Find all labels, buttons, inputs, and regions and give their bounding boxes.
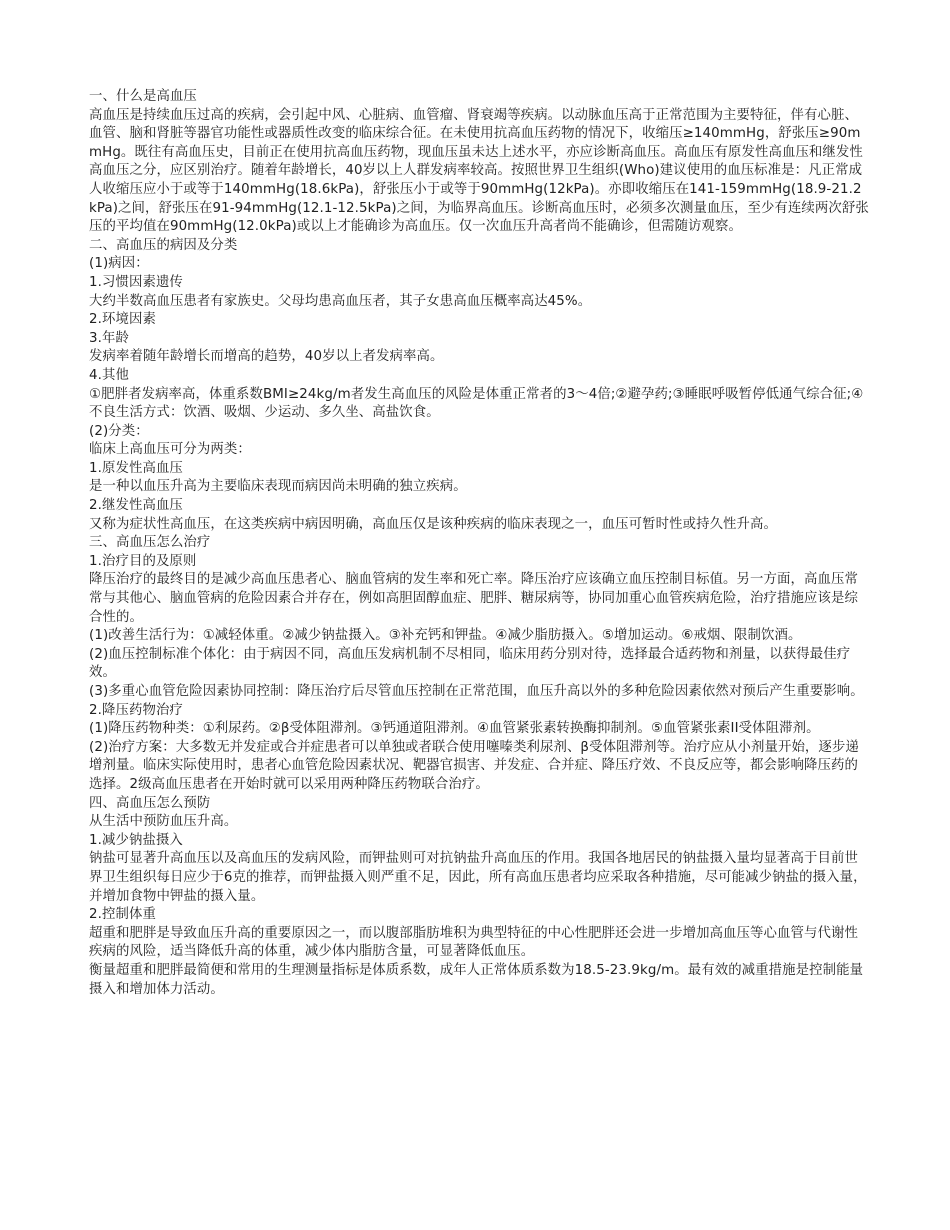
subheading-causes: (1)病因： bbox=[89, 256, 149, 272]
paragraph-age: 发病率着随年龄增长而增高的趋势，40岁以上者发病率高。 bbox=[89, 349, 444, 365]
paragraph-drug-types: (1)降压药物种类：①利尿药。②β受体阻滞剂。③钙通道阻滞剂。④血管紧张素转换酶抑制剂。⑤血管紧张素II受体阻滞剂。 bbox=[89, 721, 820, 737]
paragraph-treatment-plan: (2)治疗方案：大多数无并发症或合并症患者可以单独或者联合使用噻嗪类利尿剂、β受体阻滞剂等。治疗应从小剂量开始，逐步递增剂量。临床实际使用时，患者心血管危险因素状况、靶器官损害、并发症、合并症、降压疗效、不良反应等，都会影响降压药的选择。2级高血压患者在开始时就可以采用两种降压药物联合治疗。 bbox=[89, 739, 859, 792]
heading-causes-and-classification: 二、高血压的病因及分类 bbox=[89, 237, 238, 253]
document-body bbox=[89, 88, 869, 999]
item-treatment-goals: 1.治疗目的及原则 bbox=[89, 553, 197, 569]
item-reduce-sodium: 1.减少钠盐摄入 bbox=[89, 832, 183, 848]
paragraph-multiple-risk-control: (3)多重心血管危险因素协同控制：降压治疗后尽管血压控制在正常范围，血压升高以外的多种危险因素依然对预后产生重要影响。 bbox=[89, 684, 864, 699]
paragraph-other: ①肥胖者发病率高，体重系数BMI≥24kg/m者发生高血压的风险是体重正常者的3～4倍;②避孕药;③睡眠呼吸暂停低通气综合征;④不良生活方式：饮酒、吸烟、少运动、多久坐、高盐饮食。 bbox=[89, 386, 864, 421]
item-drug-treatment: 2.降压药物治疗 bbox=[89, 702, 183, 718]
item-secondary-hypertension: 2.继发性高血压 bbox=[89, 498, 183, 514]
paragraph-secondary-hypertension: 又称为症状性高血压，在这类疾病中病因明确，高血压仅是该种疾病的临床表现之一，血压可暂时性或持久性升高。 bbox=[89, 516, 778, 532]
paragraph-reduce-sodium: 钠盐可显著升高血压以及高血压的发病风险，而钾盐则可对抗钠盐升高血压的作用。我国各地居民的钠盐摄入量均显著高于目前世界卫生组织每日应少于6克的推荐，而钾盐摄入则严重不足，因此，所有高血压患者均应采取各种措施，尽可能减少钠盐的摄入量，并增加食物中钾盐的摄入量。 bbox=[89, 851, 867, 904]
subheading-classification: (2)分类： bbox=[89, 423, 149, 439]
item-weight-control: 2.控制体重 bbox=[89, 907, 156, 923]
item-other: 4.其他 bbox=[89, 367, 129, 383]
paragraph-classification-intro: 临床上高血压可分为两类： bbox=[89, 442, 251, 458]
paragraph-treatment-goals: 降压治疗的最终目的是减少高血压患者心、脑血管病的发生率和死亡率。降压治疗应该确立血压控制目标值。另一方面，高血压常常与其他心、脑血管病的危险因素合并存在，例如高胆固醇血症、肥胖、糖尿病等，协同加重心血管疾病危险，治疗措施应该是综合性的。 bbox=[89, 572, 858, 625]
heading-prevention: 四、高血压怎么预防 bbox=[89, 795, 211, 811]
paragraph-prevention-intro: 从生活中预防血压升高。 bbox=[89, 814, 238, 830]
paragraph-heredity: 大约半数高血压患者有家族史。父母均患高血压者，其子女患高血压概率高达45%。 bbox=[89, 293, 592, 309]
item-environment: 2.环境因素 bbox=[89, 312, 156, 328]
paragraph-bmi: 衡量超重和肥胖最简便和常用的生理测量指标是体质系数，成年人正常体质系数为18.5-23.9kg/m。最有效的减重措施是控制能量摄入和增加体力活动。 bbox=[89, 962, 864, 997]
paragraph-definition: 高血压是持续血压过高的疾病，会引起中风、心脏病、血管瘤、肾衰竭等疾病。以动脉血压高于正常范围为主要特征，伴有心脏、血管、脑和肾脏等器官功能性或器质性改变的临床综合征。在未使用抗高血压药物的情况下，收缩压≥140mmHg，舒张压≥90mmHg。既往有高血压史，目前正在使用抗高血压药物，现血压虽未达上述水平，亦应诊断高血压。高血压有原发性高血压和继发性高血压之分，应区别治疗。随着年龄增长，40岁以上人群发病率较高。按照世界卫生组织(Who)建议使用的血压标准是：凡正常成人收缩压应小于或等于140mmHg(18.6kPa)，舒张压小于或等于90mmHg(12kPa)。亦即收缩压在141-159mmHg(18.9-21.2kPa)之间，舒张压在91-94mmHg(12.1-12.5kPa)之间，为临界高血压。诊断高血压时，必须多次测量血压，至少有连续两次舒张压的平均值在90mmHg(12.0kPa)或以上才能确诊为高血压。仅一次血压升高者尚不能确诊，但需随访观察。 bbox=[89, 107, 869, 235]
paragraph-primary-hypertension: 是一种以血压升高为主要临床表现而病因尚未明确的独立疾病。 bbox=[89, 479, 467, 495]
paragraph-lifestyle: (1)改善生活行为：①减轻体重。②减少钠盐摄入。③补充钙和钾盐。④减少脂肪摄入。⑤增加运动。⑥戒烟、限制饮酒。 bbox=[89, 628, 802, 644]
paragraph-weight-control: 超重和肥胖是导致血压升高的重要原因之一，而以腹部脂肪堆积为典型特征的中心性肥胖还会进一步增加高血压等心血管与代谢性疾病的风险，适当降低升高的体重，减少体内脂肪含量，可显著降低血压。 bbox=[89, 925, 858, 960]
heading-treatment: 三、高血压怎么治疗 bbox=[89, 535, 211, 551]
paragraph-individualized-control: (2)血压控制标准个体化：由于病因不同，高血压发病机制不尽相同，临床用药分别对待，选择最合适药物和剂量，以获得最佳疗效。 bbox=[89, 646, 851, 681]
item-age: 3.年龄 bbox=[89, 330, 129, 346]
item-heredity: 1.习惯因素遗传 bbox=[89, 274, 183, 290]
heading-what-is-hypertension: 一、什么是高血压 bbox=[89, 89, 197, 104]
item-primary-hypertension: 1.原发性高血压 bbox=[89, 460, 183, 476]
